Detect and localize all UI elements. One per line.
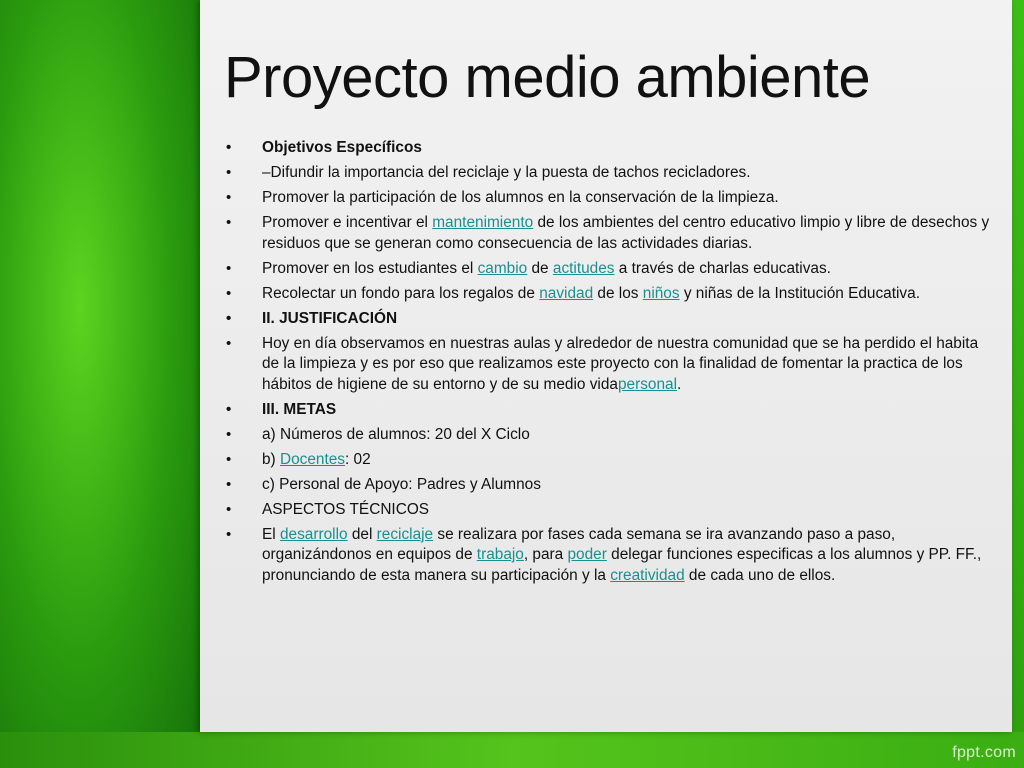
- item-text: .: [677, 375, 682, 393]
- slide-content-panel: [200, 0, 1012, 732]
- bullet-marker: •: [226, 139, 232, 156]
- hyperlink[interactable]: Docentes: [279, 450, 345, 468]
- list-item: [224, 138, 999, 159]
- item-text: a través de charlas educativas.: [614, 259, 831, 277]
- bullet-marker: •: [226, 400, 232, 418]
- list-item: [224, 525, 999, 587]
- item-text: II. JUSTIFICACIÓN: [262, 309, 398, 327]
- list-item: [224, 284, 999, 305]
- item-text: ASPECTOS TÉCNICOS: [262, 500, 430, 518]
- bullet-marker: •: [226, 334, 232, 352]
- item-text: Promover en los estudiantes el: [262, 259, 478, 277]
- list-item: [224, 334, 999, 396]
- list-item: [224, 163, 999, 184]
- item-text: Promover la participación de los alumnos en la conservación de la limpieza.: [262, 189, 779, 206]
- hyperlink[interactable]: niños: [642, 284, 680, 302]
- list-item: [224, 425, 999, 446]
- item-text: del: [347, 525, 377, 543]
- bullet-marker: •: [226, 189, 232, 206]
- list-item: [224, 188, 999, 209]
- item-text: delegar funciones especificas a los alumnos y PP. FF., pronunciando de esta manera su participación y la: [262, 546, 982, 584]
- list-item: [224, 259, 999, 280]
- hyperlink[interactable]: navidad: [539, 284, 594, 302]
- hyperlink[interactable]: poder: [567, 546, 607, 563]
- hyperlink[interactable]: desarrollo: [279, 525, 348, 543]
- item-text: Promover e incentivar el: [262, 214, 433, 231]
- list-item: [224, 500, 999, 521]
- green-background-left: [0, 0, 200, 768]
- list-item: [224, 450, 999, 471]
- item-text: : 02: [345, 450, 371, 468]
- item-text: de: [527, 259, 553, 277]
- bullet-marker: •: [226, 164, 232, 181]
- item-text: , para: [523, 546, 568, 563]
- bullet-marker: •: [226, 259, 232, 277]
- item-text: Objetivos Específicos: [262, 139, 422, 156]
- bullet-marker: •: [226, 500, 232, 518]
- item-text: El: [262, 525, 280, 543]
- bullet-marker: •: [226, 525, 232, 543]
- bullet-marker: •: [226, 475, 232, 493]
- hyperlink[interactable]: cambio: [477, 259, 528, 277]
- item-text: –Difundir la importancia del reciclaje y la puesta de tachos recicladores.: [262, 164, 751, 181]
- bullet-marker: •: [226, 425, 232, 443]
- item-text: de cada uno de ellos.: [684, 566, 836, 584]
- item-text: Hoy en día observamos en nuestras aulas y alrededor de nuestra comunidad que se ha perdido el habita de la limpieza y es por eso que realizamos este proyecto con la finalidad de fomentar la practica de los hábitos de higiene de su entorno y de su medio vida: [262, 334, 979, 393]
- brand-watermark: fppt.com: [952, 744, 1016, 761]
- hyperlink[interactable]: creatividad: [610, 566, 685, 584]
- green-background-bottom: [0, 732, 1024, 768]
- green-background-right: [1012, 0, 1024, 768]
- item-text: y niñas de la Institución Educativa.: [679, 284, 920, 302]
- item-text: de los ambientes del centro educativo limpio y libre de desechos y residuos que se generan como consecuencia de las actividades diarias.: [262, 214, 990, 252]
- bullet-list: [224, 138, 999, 591]
- bullet-marker: •: [226, 450, 232, 468]
- list-item: [224, 213, 999, 254]
- item-text: III. METAS: [262, 400, 337, 418]
- hyperlink[interactable]: personal: [617, 375, 677, 393]
- slide-title: Proyecto medio ambiente: [224, 45, 871, 110]
- item-text: de los: [593, 284, 643, 302]
- hyperlink[interactable]: actitudes: [552, 259, 615, 277]
- list-item: [224, 400, 999, 421]
- item-text: se realizara por fases cada semana se ira avanzando paso a paso, organizándonos en equipos de: [262, 525, 896, 563]
- hyperlink[interactable]: trabajo: [476, 546, 524, 563]
- hyperlink[interactable]: reciclaje: [376, 525, 434, 543]
- item-text: Recolectar un fondo para los regalos de: [262, 284, 540, 302]
- hyperlink[interactable]: mantenimiento: [432, 214, 534, 231]
- bullet-marker: •: [226, 284, 232, 302]
- bullet-marker: •: [226, 309, 232, 327]
- item-text: b): [262, 450, 280, 468]
- list-item: [224, 475, 999, 496]
- list-item: [224, 309, 999, 330]
- bullet-marker: •: [226, 214, 232, 231]
- item-text: c) Personal de Apoyo: Padres y Alumnos: [262, 475, 541, 493]
- item-text: a) Números de alumnos: 20 del X Ciclo: [262, 425, 530, 443]
